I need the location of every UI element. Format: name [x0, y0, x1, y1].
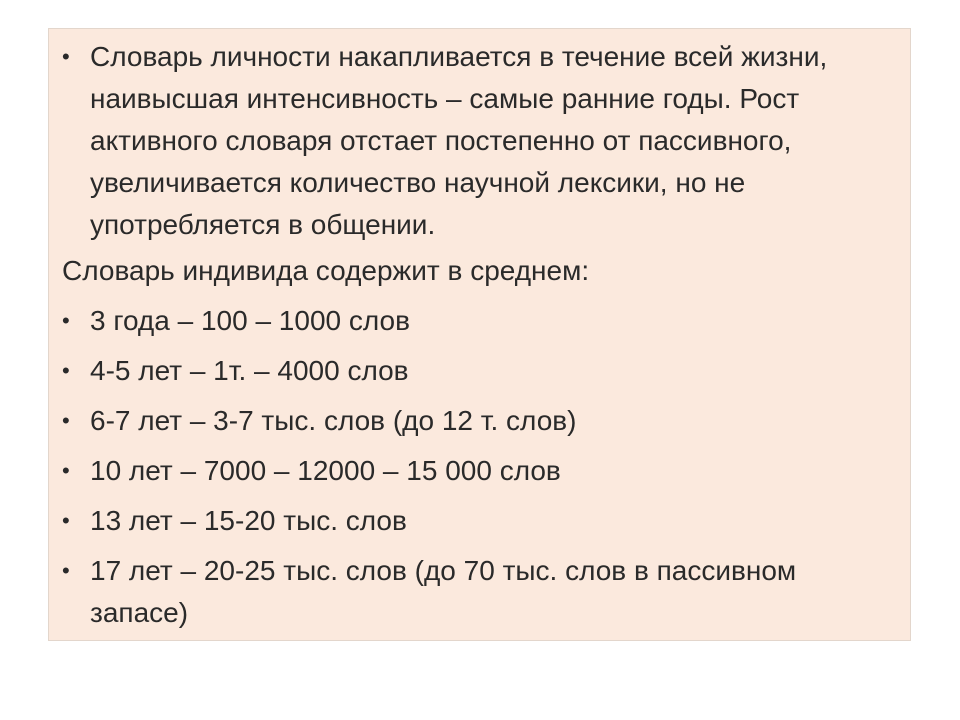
- bullet-icon: •: [62, 508, 70, 533]
- heading-line: [62, 250, 892, 292]
- heading-text: Словарь индивида содержит в среднем:: [62, 255, 590, 286]
- bullet-icon: •: [62, 458, 70, 483]
- list-item-text: 17 лет – 20-25 тыс. слов (до 70 тыс. слов в пассивном запасе): [90, 555, 797, 628]
- list-item: [62, 300, 892, 342]
- list-item-text: 4-5 лет – 1т. – 4000 слов: [90, 355, 409, 386]
- slide-text: [62, 36, 892, 634]
- list-item-text: 10 лет – 7000 – 12000 – 15 000 слов: [90, 455, 561, 486]
- paragraph-text: Словарь личности накапливается в течение всей жизни, наивысшая интенсивность – самые ранние годы. Рост активного словаря отстает постепенно от пассивного, увеличивается количество научной лексики, но не употребляется в общении.: [90, 41, 828, 240]
- bullet-icon: •: [62, 408, 70, 433]
- list-item-text: 13 лет – 15-20 тыс. слов: [90, 505, 407, 536]
- list-item: [62, 400, 892, 442]
- list-item: [62, 550, 892, 634]
- bullet-icon: •: [62, 558, 70, 583]
- bullet-icon: •: [62, 308, 70, 333]
- list-item-text: 3 года – 100 – 1000 слов: [90, 305, 410, 336]
- bullet-icon: •: [62, 44, 70, 69]
- list-item: [62, 450, 892, 492]
- bullet-paragraph: [62, 36, 892, 246]
- list-item-text: 6-7 лет – 3-7 тыс. слов (до 12 т. слов): [90, 405, 577, 436]
- list-item: [62, 500, 892, 542]
- list-item: [62, 350, 892, 392]
- bullet-icon: •: [62, 358, 70, 383]
